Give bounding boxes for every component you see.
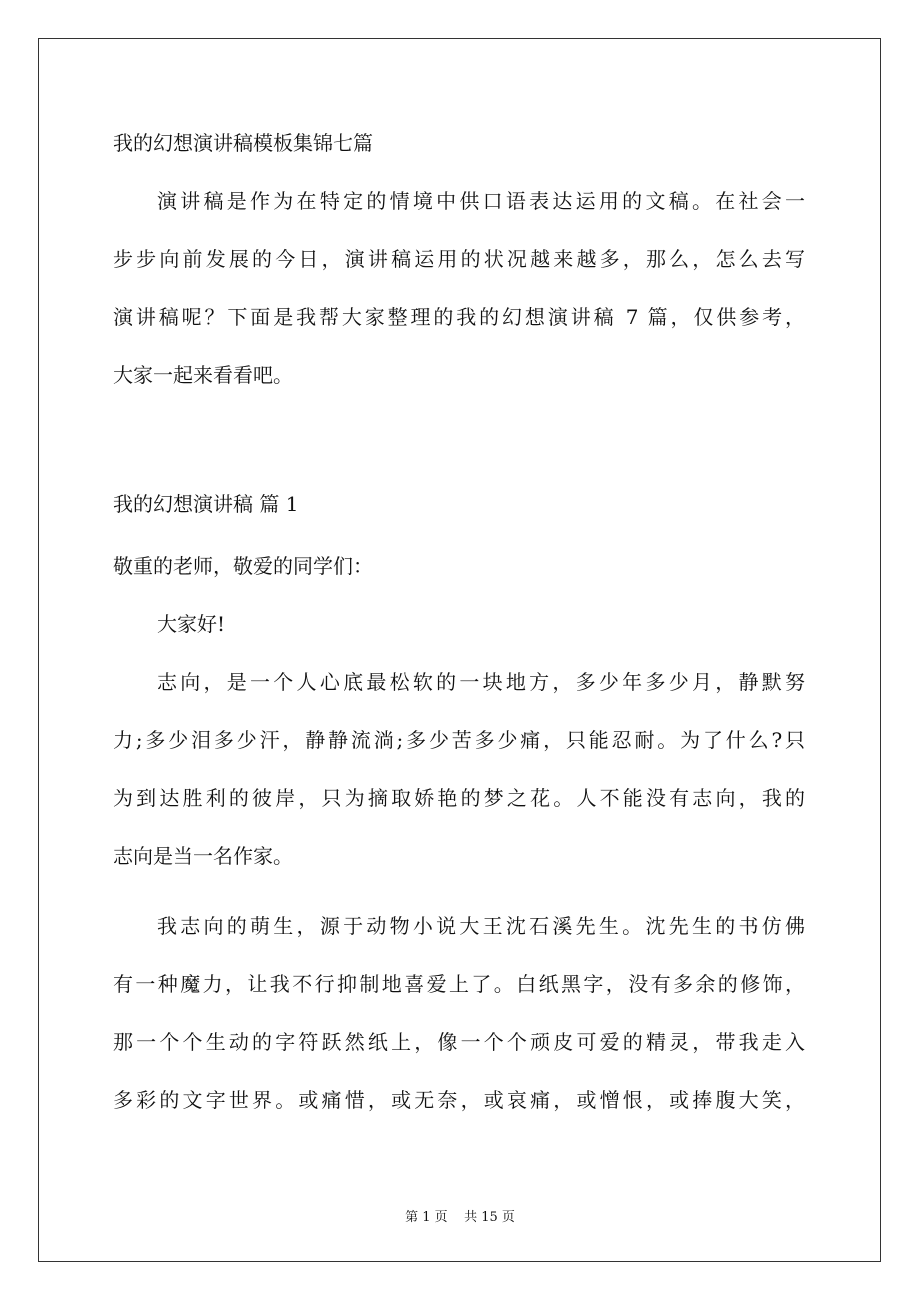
salutation: 敬重的老师，敬爱的同学们： bbox=[113, 554, 373, 578]
page-footer: 第 1 页 共 15 页 bbox=[405, 1210, 515, 1225]
paragraph-line: 多彩的文字世界。或痛惜，或无奈，或哀痛，或憎恨，或捧腹大笑， bbox=[113, 1088, 805, 1112]
intro-line: 演讲稿呢？下面是我帮大家整理的我的幻想演讲稿 7 篇，仅供参考， bbox=[113, 305, 805, 329]
paragraph-line: 有一种魔力，让我不行抑制地喜爱上了。白纸黑字，没有多余的修饰， bbox=[113, 972, 805, 996]
section-heading: 我的幻想演讲稿 篇 1 bbox=[113, 492, 299, 516]
paragraph-line: 那一个个生动的字符跃然纸上，像一个个顽皮可爱的精灵，带我走入 bbox=[113, 1030, 805, 1054]
paragraph-line: 为到达胜利的彼岸，只为摘取娇艳的梦之花。人不能没有志向，我的 bbox=[113, 786, 805, 810]
intro-line: 步步向前发展的今日，演讲稿运用的状况越来越多，那么，怎么去写 bbox=[113, 247, 805, 271]
document-title: 我的幻想演讲稿模板集锦七篇 bbox=[113, 131, 373, 155]
paragraph-line: 志向，是一个人心底最松软的一块地方，多少年多少月，静默努 bbox=[157, 670, 805, 694]
paragraph-line: 志向是当一名作家。 bbox=[113, 844, 293, 868]
greeting: 大家好! bbox=[157, 612, 226, 636]
paragraph-line: 我志向的萌生，源于动物小说大王沈石溪先生。沈先生的书仿佛 bbox=[157, 914, 805, 938]
intro-line: 演讲稿是作为在特定的情境中供口语表达运用的文稿。在社会一 bbox=[157, 189, 805, 213]
page-border bbox=[38, 38, 881, 1262]
paragraph-line: 力;多少泪多少汗，静静流淌;多少苦多少痛，只能忍耐。为了什么?只 bbox=[113, 728, 805, 752]
intro-line: 大家一起来看看吧。 bbox=[113, 363, 293, 387]
